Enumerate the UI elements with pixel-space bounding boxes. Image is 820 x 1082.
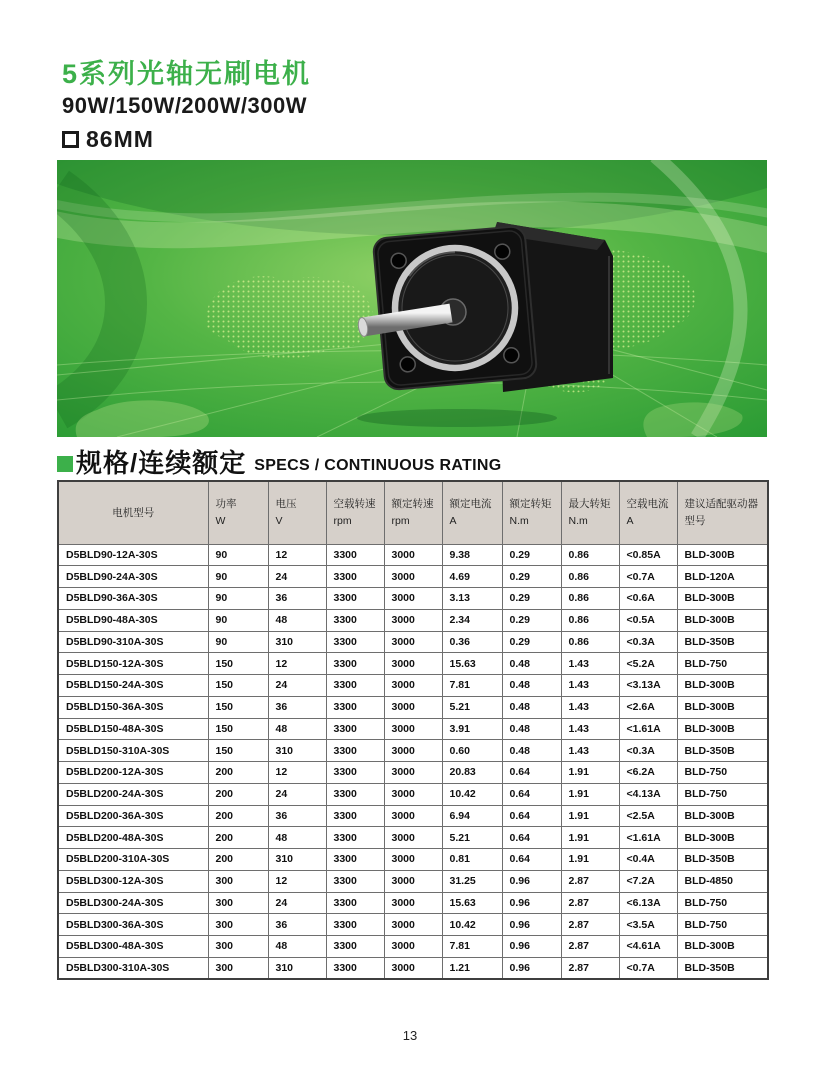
table-cell: 10.42 <box>442 783 502 805</box>
table-cell: 12 <box>268 653 326 675</box>
table-cell: BLD-750 <box>677 783 768 805</box>
table-cell: 3000 <box>384 696 442 718</box>
table-cell: 24 <box>268 566 326 588</box>
page-title: 5系列光轴无刷电机 <box>62 59 312 89</box>
table-cell: 1.43 <box>561 675 619 697</box>
table-cell: 0.96 <box>502 957 561 979</box>
table-cell: 310 <box>268 957 326 979</box>
table-cell: 2.87 <box>561 892 619 914</box>
table-cell: 7.81 <box>442 675 502 697</box>
table-cell: 3.91 <box>442 718 502 740</box>
table-cell: 3300 <box>326 957 384 979</box>
table-cell: BLD-300B <box>677 588 768 610</box>
table-cell: 1.91 <box>561 783 619 805</box>
table-cell: 90 <box>208 588 268 610</box>
table-cell: <3.5A <box>619 914 677 936</box>
table-cell: 36 <box>268 588 326 610</box>
table-cell: 36 <box>268 914 326 936</box>
table-cell: 12 <box>268 762 326 784</box>
table-row <box>58 957 768 979</box>
table-cell: D5BLD90-310A-30S <box>58 631 208 653</box>
table-row <box>58 631 768 653</box>
table-cell: 0.29 <box>502 566 561 588</box>
table-cell: <2.5A <box>619 805 677 827</box>
table-cell: 300 <box>208 936 268 958</box>
column-header: 最大转矩 N.m <box>561 481 619 544</box>
table-row <box>58 740 768 762</box>
table-cell: 150 <box>208 653 268 675</box>
section-bullet-icon <box>57 456 73 472</box>
table-cell: 2.87 <box>561 870 619 892</box>
table-cell: 3000 <box>384 566 442 588</box>
table-cell: 300 <box>208 957 268 979</box>
table-row <box>58 696 768 718</box>
table-cell: 150 <box>208 696 268 718</box>
page-number: 13 <box>402 1028 418 1043</box>
table-cell: 3000 <box>384 849 442 871</box>
power-range-subtitle: 90W/150W/200W/300W <box>62 92 307 118</box>
table-cell: 2.87 <box>561 957 619 979</box>
table-cell: 36 <box>268 805 326 827</box>
table-cell: 5.21 <box>442 696 502 718</box>
table-cell: 2.87 <box>561 936 619 958</box>
table-cell: 0.86 <box>561 566 619 588</box>
table-cell: 2.34 <box>442 609 502 631</box>
table-cell: 0.64 <box>502 762 561 784</box>
table-cell: 3300 <box>326 827 384 849</box>
table-cell: 90 <box>208 544 268 566</box>
table-cell: 5.21 <box>442 827 502 849</box>
table-cell: 48 <box>268 609 326 631</box>
table-cell: 0.64 <box>502 849 561 871</box>
table-cell: 3.13 <box>442 588 502 610</box>
table-cell: 200 <box>208 827 268 849</box>
table-cell: 3000 <box>384 914 442 936</box>
table-cell: D5BLD300-310A-30S <box>58 957 208 979</box>
table-cell: 36 <box>268 696 326 718</box>
table-cell: D5BLD300-48A-30S <box>58 936 208 958</box>
specs-table <box>57 480 769 980</box>
table-cell: <5.2A <box>619 653 677 675</box>
table-cell: 3000 <box>384 957 442 979</box>
table-cell: BLD-300B <box>677 609 768 631</box>
table-cell: BLD-300B <box>677 827 768 849</box>
table-cell: <2.6A <box>619 696 677 718</box>
table-cell: 0.48 <box>502 653 561 675</box>
table-cell: 3000 <box>384 675 442 697</box>
table-cell: 10.42 <box>442 914 502 936</box>
table-cell: 3300 <box>326 718 384 740</box>
table-cell: 3300 <box>326 914 384 936</box>
table-cell: 48 <box>268 936 326 958</box>
table-cell: 20.83 <box>442 762 502 784</box>
table-cell: 3000 <box>384 936 442 958</box>
table-cell: 310 <box>268 740 326 762</box>
table-cell: 3000 <box>384 827 442 849</box>
table-cell: D5BLD150-310A-30S <box>58 740 208 762</box>
table-cell: 3000 <box>384 588 442 610</box>
table-cell: D5BLD90-12A-30S <box>58 544 208 566</box>
table-cell: 1.91 <box>561 849 619 871</box>
table-cell: 1.43 <box>561 718 619 740</box>
table-row <box>58 762 768 784</box>
table-cell: BLD-120A <box>677 566 768 588</box>
table-cell: <4.13A <box>619 783 677 805</box>
table-cell: D5BLD150-12A-30S <box>58 653 208 675</box>
table-cell: D5BLD300-12A-30S <box>58 870 208 892</box>
table-cell: 200 <box>208 783 268 805</box>
table-cell: 300 <box>208 892 268 914</box>
table-cell: 3300 <box>326 870 384 892</box>
table-cell: 150 <box>208 740 268 762</box>
table-cell: 3300 <box>326 936 384 958</box>
table-cell: 1.91 <box>561 762 619 784</box>
table-cell: 3300 <box>326 762 384 784</box>
table-cell: BLD-350B <box>677 849 768 871</box>
table-cell: 3000 <box>384 609 442 631</box>
table-cell: BLD-750 <box>677 914 768 936</box>
table-cell: D5BLD200-36A-30S <box>58 805 208 827</box>
table-cell: <4.61A <box>619 936 677 958</box>
table-cell: 0.36 <box>442 631 502 653</box>
table-cell: D5BLD300-24A-30S <box>58 892 208 914</box>
table-row <box>58 653 768 675</box>
table-cell: BLD-300B <box>677 936 768 958</box>
table-cell: D5BLD200-24A-30S <box>58 783 208 805</box>
table-cell: <1.61A <box>619 718 677 740</box>
table-cell: 6.94 <box>442 805 502 827</box>
column-header: 电机型号 <box>58 481 208 544</box>
table-cell: <0.3A <box>619 631 677 653</box>
section-title-en: SPECS / CONTINUOUS RATING <box>254 456 502 474</box>
table-header-row <box>58 481 768 544</box>
table-cell: 0.64 <box>502 805 561 827</box>
table-cell: 0.48 <box>502 696 561 718</box>
table-cell: 1.43 <box>561 653 619 675</box>
table-cell: 12 <box>268 544 326 566</box>
table-cell: <0.4A <box>619 849 677 871</box>
table-cell: 0.86 <box>561 544 619 566</box>
table-cell: 3300 <box>326 588 384 610</box>
table-cell: 0.29 <box>502 609 561 631</box>
table-row <box>58 870 768 892</box>
table-cell: BLD-750 <box>677 762 768 784</box>
table-cell: 3300 <box>326 740 384 762</box>
table-cell: 0.64 <box>502 827 561 849</box>
table-cell: 9.38 <box>442 544 502 566</box>
square-frame-icon <box>62 131 79 148</box>
table-cell: D5BLD90-36A-30S <box>58 588 208 610</box>
table-row <box>58 718 768 740</box>
table-cell: 0.96 <box>502 892 561 914</box>
table-cell: 3300 <box>326 631 384 653</box>
table-cell: BLD-300B <box>677 718 768 740</box>
table-cell: 4.69 <box>442 566 502 588</box>
table-cell: 200 <box>208 805 268 827</box>
table-cell: 3000 <box>384 892 442 914</box>
table-row <box>58 936 768 958</box>
table-row <box>58 588 768 610</box>
column-header: 空载电流 A <box>619 481 677 544</box>
table-cell: 1.91 <box>561 805 619 827</box>
table-cell: <6.2A <box>619 762 677 784</box>
table-row <box>58 914 768 936</box>
table-cell: 3300 <box>326 892 384 914</box>
frame-size-line <box>62 126 311 153</box>
table-cell: 3000 <box>384 805 442 827</box>
table-cell: D5BLD300-36A-30S <box>58 914 208 936</box>
table-cell: <0.6A <box>619 588 677 610</box>
table-cell: 3000 <box>384 718 442 740</box>
table-row <box>58 783 768 805</box>
table-cell: 0.86 <box>561 609 619 631</box>
table-cell: 3300 <box>326 544 384 566</box>
table-cell: 0.29 <box>502 588 561 610</box>
table-cell: 90 <box>208 566 268 588</box>
table-cell: 0.64 <box>502 783 561 805</box>
table-cell: 48 <box>268 827 326 849</box>
title-block <box>62 60 311 153</box>
table-cell: 310 <box>268 631 326 653</box>
table-cell: D5BLD150-24A-30S <box>58 675 208 697</box>
table-cell: 3000 <box>384 762 442 784</box>
table-cell: 3300 <box>326 696 384 718</box>
banner-image <box>57 160 767 437</box>
table-cell: BLD-350B <box>677 957 768 979</box>
table-cell: <0.3A <box>619 740 677 762</box>
table-cell: 15.63 <box>442 653 502 675</box>
table-cell: <1.61A <box>619 827 677 849</box>
table-cell: 0.96 <box>502 936 561 958</box>
table-cell: 12 <box>268 870 326 892</box>
table-cell: BLD-4850 <box>677 870 768 892</box>
table-cell: 3000 <box>384 631 442 653</box>
table-cell: BLD-300B <box>677 675 768 697</box>
table-cell: 0.96 <box>502 870 561 892</box>
table-cell: 3300 <box>326 566 384 588</box>
table-cell: 0.86 <box>561 588 619 610</box>
table-row <box>58 675 768 697</box>
table-cell: 3000 <box>384 544 442 566</box>
table-cell: 3000 <box>384 783 442 805</box>
table-cell: 0.86 <box>561 631 619 653</box>
table-cell: D5BLD150-48A-30S <box>58 718 208 740</box>
table-cell: 3300 <box>326 783 384 805</box>
table-cell: 1.21 <box>442 957 502 979</box>
table-cell: 1.43 <box>561 696 619 718</box>
table-row <box>58 849 768 871</box>
column-header: 额定电流 A <box>442 481 502 544</box>
table-cell: D5BLD200-48A-30S <box>58 827 208 849</box>
table-cell: D5BLD90-24A-30S <box>58 566 208 588</box>
table-cell: 31.25 <box>442 870 502 892</box>
table-cell: BLD-350B <box>677 631 768 653</box>
table-cell: 24 <box>268 892 326 914</box>
column-header: 空载转速 rpm <box>326 481 384 544</box>
table-cell: 0.48 <box>502 675 561 697</box>
table-cell: <0.7A <box>619 566 677 588</box>
table-cell: D5BLD200-12A-30S <box>58 762 208 784</box>
table-cell: D5BLD90-48A-30S <box>58 609 208 631</box>
table-cell: 150 <box>208 718 268 740</box>
table-row <box>58 609 768 631</box>
table-cell: 90 <box>208 609 268 631</box>
table-cell: <3.13A <box>619 675 677 697</box>
table-row <box>58 566 768 588</box>
table-row <box>58 827 768 849</box>
table-cell: BLD-750 <box>677 653 768 675</box>
section-title-cn: 规格/连续额定 <box>76 448 247 478</box>
table-cell: <0.85A <box>619 544 677 566</box>
table-cell: 0.29 <box>502 631 561 653</box>
table-row <box>58 805 768 827</box>
table-cell: D5BLD150-36A-30S <box>58 696 208 718</box>
table-cell: 150 <box>208 675 268 697</box>
table-cell: 48 <box>268 718 326 740</box>
table-cell: BLD-300B <box>677 805 768 827</box>
table-cell: 300 <box>208 870 268 892</box>
table-cell: 0.48 <box>502 740 561 762</box>
table-cell: BLD-300B <box>677 696 768 718</box>
table-cell: 1.43 <box>561 740 619 762</box>
table-row <box>58 544 768 566</box>
table-cell: 3300 <box>326 653 384 675</box>
column-header: 额定转速 rpm <box>384 481 442 544</box>
table-cell: 1.91 <box>561 827 619 849</box>
table-cell: 0.29 <box>502 544 561 566</box>
column-header: 功率 W <box>208 481 268 544</box>
table-cell: 200 <box>208 849 268 871</box>
table-cell: 3000 <box>384 870 442 892</box>
table-cell: 3300 <box>326 675 384 697</box>
table-cell: <6.13A <box>619 892 677 914</box>
table-cell: 3000 <box>384 653 442 675</box>
table-cell: <0.7A <box>619 957 677 979</box>
table-cell: 90 <box>208 631 268 653</box>
table-row <box>58 892 768 914</box>
table-cell: 0.81 <box>442 849 502 871</box>
table-cell: BLD-300B <box>677 544 768 566</box>
table-cell: 0.48 <box>502 718 561 740</box>
table-cell: <0.5A <box>619 609 677 631</box>
table-cell: 7.81 <box>442 936 502 958</box>
table-cell: 3300 <box>326 805 384 827</box>
section-header <box>57 443 501 480</box>
table-cell: 2.87 <box>561 914 619 936</box>
table-cell: 3300 <box>326 609 384 631</box>
table-cell: BLD-750 <box>677 892 768 914</box>
table-cell: D5BLD200-310A-30S <box>58 849 208 871</box>
table-cell: 200 <box>208 762 268 784</box>
table-cell: BLD-350B <box>677 740 768 762</box>
table-cell: 3300 <box>326 849 384 871</box>
table-cell: 310 <box>268 849 326 871</box>
column-header: 额定转矩 N.m <box>502 481 561 544</box>
column-header: 电压 V <box>268 481 326 544</box>
column-header: 建议适配驱动器型号 <box>677 481 768 544</box>
table-cell: 15.63 <box>442 892 502 914</box>
table-cell: 24 <box>268 783 326 805</box>
table-cell: 0.60 <box>442 740 502 762</box>
table-cell: 24 <box>268 675 326 697</box>
table-cell: 300 <box>208 914 268 936</box>
table-cell: <7.2A <box>619 870 677 892</box>
table-cell: 0.96 <box>502 914 561 936</box>
motor-image <box>357 222 613 392</box>
table-cell: 3000 <box>384 740 442 762</box>
frame-size-label: 86MM <box>86 125 154 152</box>
